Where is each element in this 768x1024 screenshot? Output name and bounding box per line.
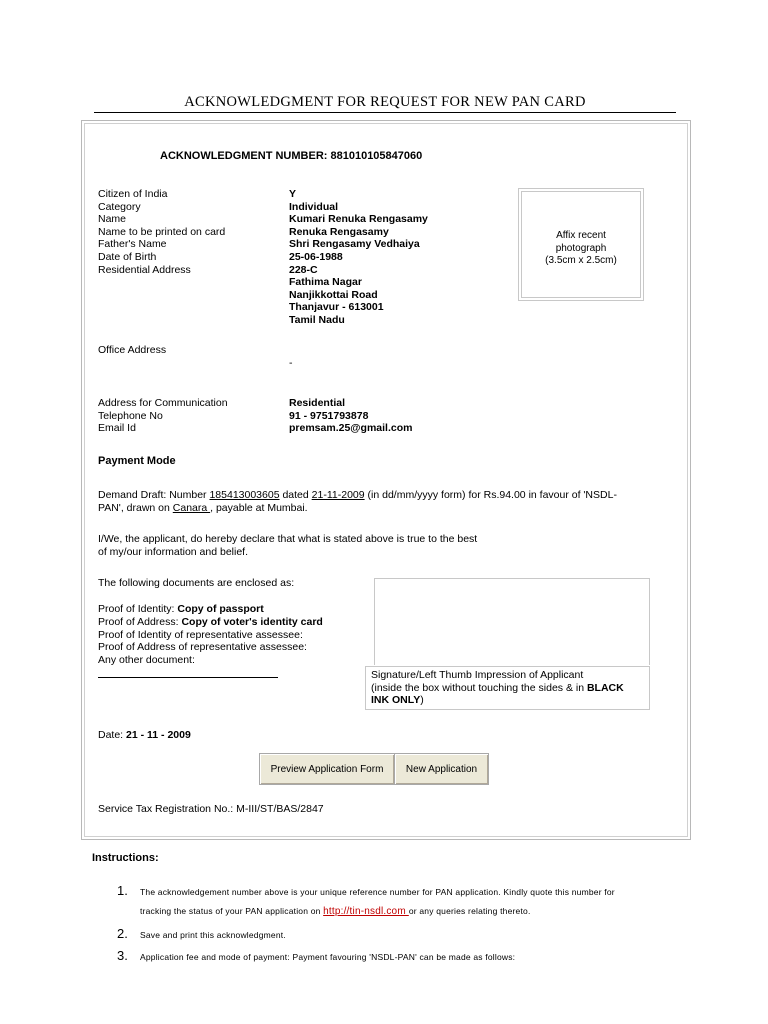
signature-caption-box [365, 666, 650, 710]
contact-values [289, 397, 412, 435]
instruction-text-cont [140, 906, 531, 917]
acknowledgment-number: ACKNOWLEDGMENT NUMBER: 881010105847060 [160, 150, 423, 162]
instruction-text: The acknowledgement number above is your unique reference number for PAN application. Kindly quote this number for [140, 887, 615, 897]
instructions-heading: Instructions: [92, 852, 159, 864]
date-line [98, 729, 191, 742]
payment-text: (in dd/mm/yyyy form) for Rs.94.00 in favour of 'NSDL- [364, 489, 617, 501]
identity-label: Proof of Identity: [98, 603, 178, 615]
payment-text: PAN', drawn on [98, 501, 173, 514]
contact-labels [98, 397, 228, 435]
field-values [289, 188, 428, 327]
label-citizen: Citizen of India [98, 188, 168, 200]
field-labels [98, 188, 225, 276]
instruction-text: or any queries relating thereto. [408, 906, 531, 916]
declaration [98, 533, 477, 559]
rep-address-label: Proof of Address of representative assessee: [98, 641, 307, 654]
label-name: Name [98, 213, 127, 226]
rep-identity-label: Proof of Identity of representative assessee: [98, 628, 303, 641]
address-line: Fathima Nagar [289, 276, 362, 289]
preview-application-button[interactable]: Preview Application Form [259, 753, 395, 785]
identity-value: Copy of passport [177, 603, 264, 615]
signature-caption: Signature/Left Thumb Impression of Applicant [371, 669, 584, 681]
service-tax-number: Service Tax Registration No.: M-III/ST/BAS/2847 [98, 803, 324, 815]
photo-text-1: Affix recent [556, 230, 606, 241]
declaration-line: of my/our information and belief. [98, 545, 248, 558]
instruction-text: Save and print this acknowledgment. [140, 930, 286, 940]
value-residential-address: 228-C [289, 263, 318, 276]
new-application-button[interactable]: New Application [394, 753, 489, 785]
label-office-address: Office Address [98, 344, 167, 356]
payment-heading: Payment Mode [98, 455, 176, 467]
payment-text: Demand Draft: Number [98, 489, 210, 501]
declaration-line: I/We, the applicant, do hereby declare that what is stated above is true to the best [98, 533, 478, 545]
date-value: 21 - 11 - 2009 [126, 729, 191, 741]
instruction-number: 3. [117, 948, 128, 963]
value-name-on-card: Renuka Rengasamy [289, 225, 389, 238]
instruction-text: tracking the status of your PAN application on [140, 906, 324, 916]
value-email: premsam.25@gmail.com [289, 422, 413, 435]
value-office-address: - [289, 357, 293, 369]
payment-details [98, 489, 658, 515]
signature-caption-bold: BLACK [586, 681, 624, 694]
label-dob: Date of Birth [98, 250, 157, 263]
value-name: Kumari Renuka Rengasamy [289, 213, 428, 226]
address-line: Nanjikkottai Road [289, 288, 378, 301]
value-communication: Residential [289, 397, 346, 409]
label-category: Category [98, 200, 141, 213]
photo-text-2: photograph [555, 242, 607, 254]
value-citizen: Y [289, 188, 297, 200]
signature-caption: ) [420, 694, 424, 707]
label-father-name: Father's Name [98, 238, 167, 251]
value-category: Individual [289, 200, 339, 213]
payment-text: , payable at Mumbai. [210, 501, 308, 514]
instruction-number: 1. [117, 883, 128, 898]
address-line: Thanjavur - 613001 [289, 301, 384, 314]
instruction-text: Application fee and mode of payment: Payment favouring 'NSDL-PAN' can be made as follows: [140, 952, 516, 962]
label-telephone: Telephone No [98, 409, 163, 422]
signature-box [374, 578, 650, 665]
dd-date: 21-11-2009 [311, 489, 365, 501]
address-proof-label: Proof of Address: [98, 615, 182, 628]
value-father-name: Shri Rengasamy Vedhaiya [289, 238, 420, 251]
date-label: Date: [98, 729, 127, 741]
address-proof-value: Copy of voter's identity card [181, 615, 323, 628]
documents-intro: The following documents are enclosed as: [98, 577, 295, 589]
other-document-label: Any other document: [98, 654, 195, 667]
instruction-number: 2. [117, 926, 128, 941]
payment-text: dated [279, 489, 312, 501]
photo-box [518, 188, 644, 301]
other-document-line [98, 677, 278, 678]
label-name-on-card: Name to be printed on card [98, 225, 226, 238]
photo-text-3: (3.5cm x 2.5cm) [545, 255, 617, 267]
value-telephone: 91 - 9751793878 [289, 409, 369, 422]
dd-number: 185413003605 [209, 489, 280, 501]
label-communication: Address for Communication [98, 397, 228, 409]
value-dob: 25-06-1988 [289, 250, 343, 263]
signature-caption: (inside the box without touching the sides & in [371, 681, 587, 694]
label-email: Email Id [98, 422, 136, 435]
bank-name: Canara [172, 501, 211, 514]
address-line: Tamil Nadu [289, 313, 345, 326]
label-residential-address: Residential Address [98, 263, 191, 276]
documents-list [98, 603, 323, 667]
signature-caption-bold: INK ONLY [371, 694, 421, 707]
tin-nsdl-link[interactable]: http://tin-nsdl.com [323, 906, 409, 917]
page-title: ACKNOWLEDGMENT FOR REQUEST FOR NEW PAN CARD [94, 94, 676, 113]
